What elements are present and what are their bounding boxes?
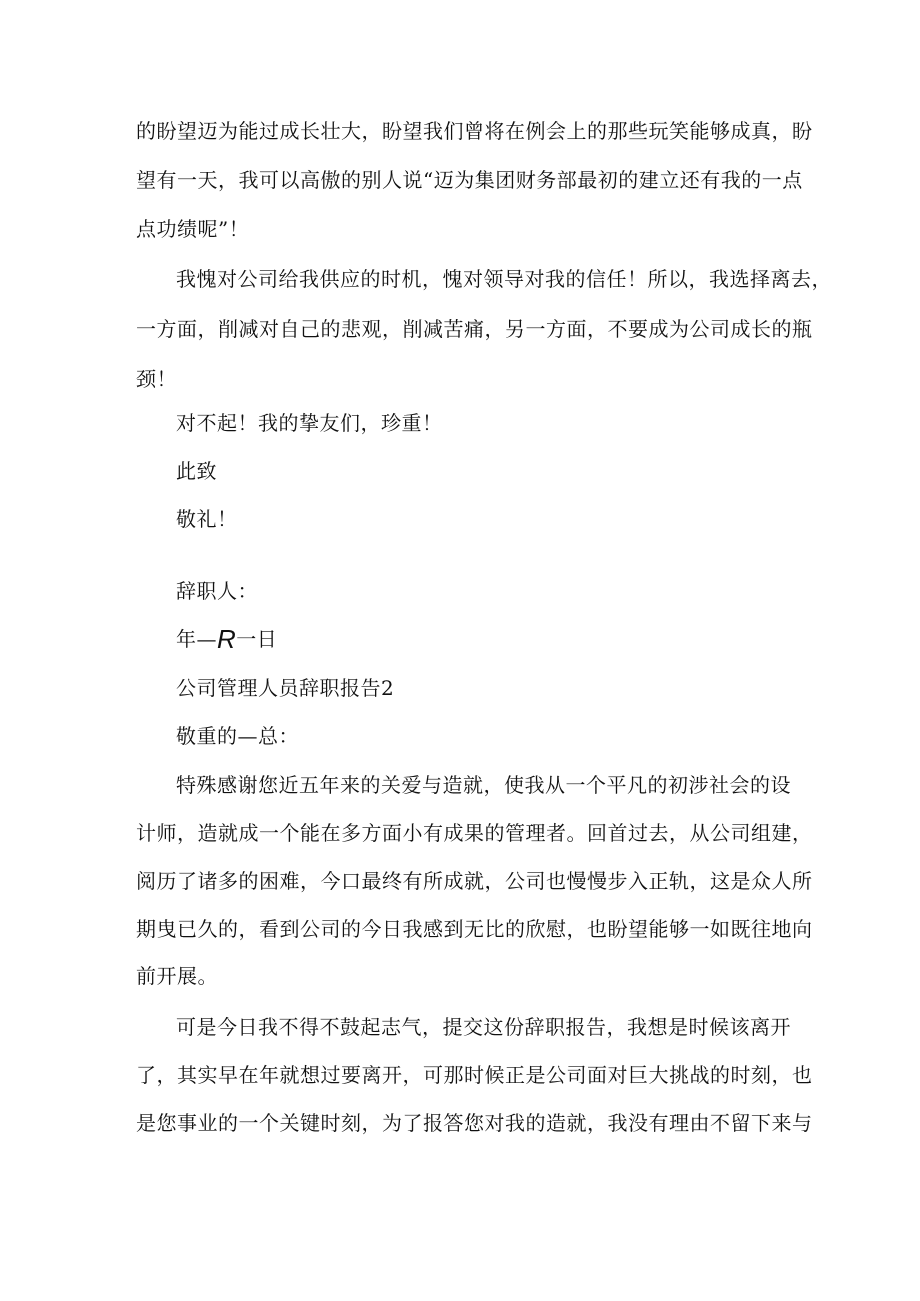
text-line: 望有一天，我可以高傲的别人说“迈为集团财务部最初的建立还有我的一点 [136, 168, 803, 192]
date-line [176, 624, 278, 654]
closing-regards: 敬礼！ [176, 507, 238, 531]
text-line: 颈！ [136, 367, 177, 391]
text-line: 我愧对公司给我供应的时机，愧对领导对我的信任！所以，我选择离去， [176, 267, 832, 291]
text-line: 对不起！我的挚友们，珍重！ [176, 411, 443, 435]
text-line: 特殊感谢您近五年来的关爱与造就，使我从一个平凡的初涉社会的设 [176, 773, 791, 797]
text-line: 前开展。 [136, 964, 218, 988]
text-line: 点功绩呢”！ [136, 217, 250, 241]
text-line: 可是今日我不得不鼓起志气，提交这份辞职报告，我想是时候该离开 [176, 1015, 791, 1039]
date-day: 一日 [236, 627, 278, 651]
recipient-greeting: 敬重的—总： [176, 724, 299, 748]
text-line: 一方面，削减对自己的悲观，削减苦痛，另一方面，不要成为公司成长的瓶 [136, 317, 813, 341]
date-year: 年— [176, 627, 217, 651]
date-month-mark: R [217, 624, 237, 654]
text-line: 计师，造就成一个能在多方面小有成果的管理者。回首过去，从公司组建， [136, 821, 813, 845]
text-line: 是您事业的一个关键时刻，为了报答您对我的造就，我没有理由不留下来与 [136, 1111, 813, 1135]
text-line: 了，其实早在年就想过要离开，可那时候正是公司面对巨大挑战的时刻，也 [136, 1063, 813, 1087]
text-line: 期曳已久的，看到公司的今日我感到无比的欣慰，也盼望能够一如既往地向 [136, 917, 813, 941]
closing-salutation: 此致 [176, 459, 217, 483]
text-line: 的盼望迈为能过成长壮大，盼望我们曾将在例会上的那些玩笑能够成真，盼 [136, 119, 813, 143]
section-title: 公司管理人员辞职报告2 [176, 676, 395, 700]
signature-label: 辞职人： [176, 579, 258, 603]
text-line: 阅历了诸多的困难，今口最终有所成就，公司也慢慢步入正轨，这是众人所 [136, 869, 813, 893]
